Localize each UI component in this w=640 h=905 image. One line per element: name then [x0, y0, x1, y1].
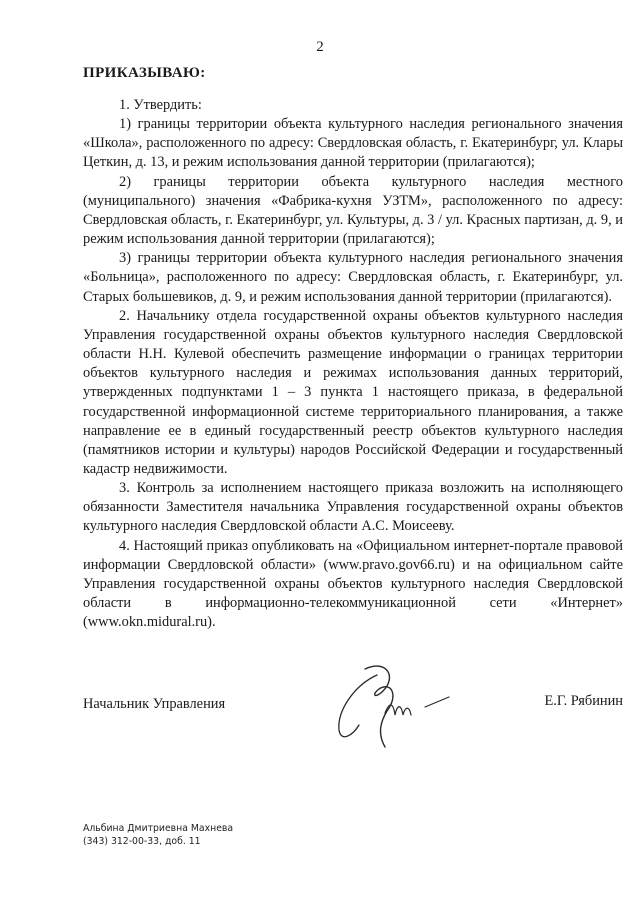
signatory-name: Е.Г. Рябинин — [544, 693, 623, 709]
executor-name: Альбина Дмитриевна Махнева — [83, 823, 234, 834]
paragraph-subitem-3-hospital: 3) границы территории объекта культурного наследия регионального значения «Больница», расположенного по адресу: Свердловская область, г. Екатеринбург, ул. Старых большевиков, д. 9, и режим использования данной территории (прилагаются). — [83, 250, 623, 305]
executor-phone: (343) 312-00-33, доб. 11 — [83, 836, 201, 847]
paragraph-item-2-publication-duty: 2. Начальнику отдела государственной охраны объектов культурного наследия Управления государственной охраны объектов культурного наследия Свердловской области Н.Н. Кулевой обеспечить размещение информации о границах территории объектов культурного наследия и режимах использования данных территорий, утвержденных подпунктами 1 – 3 пункта 1 настоящего приказа, в федеральной государственной информационной системе территориального планирования, а также направление ее в единый государственный реестр объектов культурного наследия (памятников истории и культуры) народов Российской Федерации и государственный кадастр недвижимости. — [83, 307, 623, 477]
executor-contact — [83, 822, 233, 848]
page-number: 2 — [316, 39, 324, 55]
paragraph-item-4-publish: 4. Настоящий приказ опубликовать на «Официальном интернет-портале правовой информации Свердловской области» (www.pravo.gov66.ru) и на официальном сайте Управления государственной охраны объектов культурного наследия Свердловской области в информационно-телекоммуникационной сети «Интернет» (www.okn.midural.ru). — [83, 537, 623, 631]
paragraph-item-1-approve: 1. Утвердить: — [119, 97, 202, 113]
signatory-title: Начальник Управления — [83, 696, 226, 712]
paragraph-item-3-control: 3. Контроль за исполнением настоящего приказа возложить на исполняющего обязанности Заместителя начальника Управления государственной охраны объектов культурного наследия Свердловской области А.С. Моисееву. — [83, 480, 623, 535]
paragraph-subitem-1-school: 1) границы территории объекта культурного наследия регионального значения «Школа», расположенного по адресу: Свердловская область, г. Екатеринбург, ул. Клары Цеткин, д. 13, и режим использования данной территории (прилагаются); — [83, 116, 623, 171]
handwritten-signature — [325, 655, 485, 755]
paragraph-subitem-2-factory-kitchen: 2) границы территории объекта культурного наследия местного (муниципального) значения «Фабрика-кухня УЗТМ», расположенного по адресу: Свердловская область, г. Екатеринбург, ул. Культуры, д. 3 / ул. Красных партизан, д. 9, и режим использования данной территории (прилагаются); — [83, 173, 623, 248]
order-body — [83, 96, 623, 632]
order-heading: ПРИКАЗЫВАЮ: — [83, 65, 206, 81]
